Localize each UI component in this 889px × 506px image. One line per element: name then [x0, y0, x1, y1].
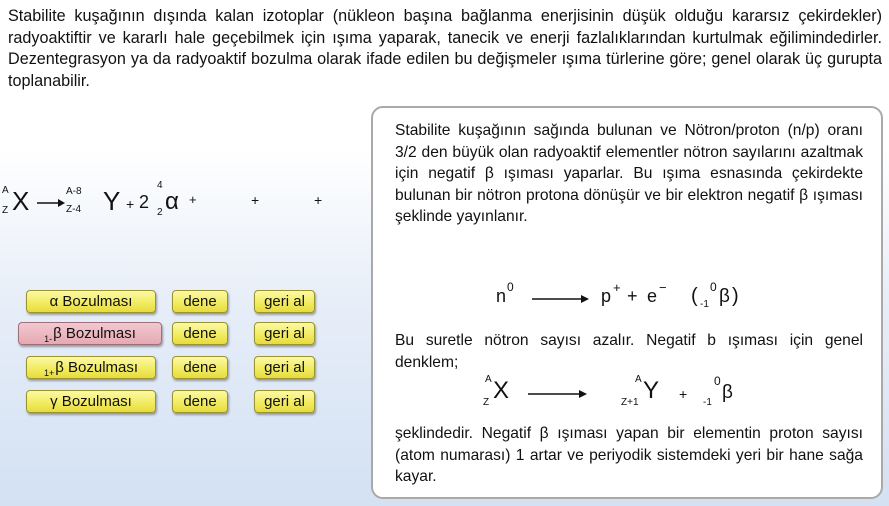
alpha-decay-label: α Bozulması	[49, 293, 133, 310]
beta-plus-undo-button[interactable]: geri al	[254, 356, 315, 379]
beta-symbol: β	[722, 382, 733, 403]
beta-plus-try-button[interactable]: dene	[172, 356, 228, 379]
panel-paragraph-1: Stabilite kuşağının sağında bulunan ve Nötron/proton (n/p) oranı 3/2 den büyük olan radyoaktif elementler nötron sayılarını azaltmak için negatif β ışıması yaparlar. Bu ışıma esnasında çekirdekte bulunan bir nötron protona dönüşür ve bir elektron negatif β ışıması şeklinde yayınlanır.	[395, 122, 863, 225]
gamma-decay-button[interactable]	[26, 390, 156, 413]
reaction-arrow-icon	[527, 389, 589, 399]
beta-mass-number: 0	[710, 280, 717, 294]
alpha-symbol: α	[165, 188, 179, 215]
proton-symbol: p	[601, 286, 612, 306]
beta-minus-prefix: 1-	[44, 334, 53, 344]
beta-plus-decay-label: β Bozulması	[55, 359, 139, 376]
reaction-arrow-icon	[36, 198, 66, 208]
plus-sign: +	[126, 196, 135, 212]
plus-sign: +	[627, 286, 638, 306]
panel-paragraph-2: Bu suretle nötron sayısı azalır. Negatif b ışıması için genel denklem;	[395, 332, 863, 371]
product-mass-number: A-8	[66, 186, 82, 197]
alpha-try-button[interactable]: dene	[172, 290, 228, 313]
beta-minus-undo-button[interactable]: geri al	[254, 322, 315, 345]
plus-sign: +	[679, 386, 688, 402]
extra-plus-sign: +	[314, 192, 323, 208]
beta-minus-decay-label: β Bozulması	[53, 325, 136, 342]
parent-symbol: X	[12, 186, 30, 216]
alpha-charge: +	[189, 192, 197, 207]
product-atomic-number: Z-4	[66, 204, 81, 215]
parent-symbol: X	[493, 377, 510, 404]
parent-mass-number: A	[2, 185, 9, 196]
extra-plus-sign: +	[251, 192, 260, 208]
alpha-decay-button[interactable]	[26, 290, 156, 313]
beta-plus-prefix: 1+	[43, 368, 55, 378]
electron-charge: −	[659, 280, 667, 295]
beta-minus-info-panel	[371, 106, 883, 499]
panel-paragraph-3: şeklindedir. Negatif β ışıması yapan bir elementin proton sayısı (atom numarası) 1 artar ve periyodik sistemdeki yeri bir hane sağa kayar.	[395, 425, 863, 485]
beta-minus-decay-button[interactable]	[18, 322, 162, 345]
alpha-mass-number: 4	[157, 180, 163, 191]
beta-plus-decay-button[interactable]	[26, 356, 156, 379]
intro-paragraph: Stabilite kuşağının dışında kalan izotoplar (nükleon başına bağlanma enerjisinin düşük olduğu kararsız çekirdekler) radyoaktiftir ve kararlı hale geçebilmek için ışıma yaparak, tanecik ve enerji fazlalıklarından kurtulmak eğilimindedirler. Dezentegrasyon ya da radyoaktif bozulma olarak ifade edilen bu değişmeler ışıma türlerine göre; genel olarak üç gurupta toplanabilir.	[8, 7, 882, 90]
beta-mass-number: 0	[714, 374, 721, 388]
gamma-try-button[interactable]: dene	[172, 390, 228, 413]
product-mass-number: A	[635, 374, 642, 385]
alpha-coefficient: 2	[139, 192, 150, 212]
gamma-undo-button[interactable]: geri al	[254, 390, 315, 413]
neutron-symbol: n	[496, 286, 507, 306]
alpha-undo-button[interactable]: geri al	[254, 290, 315, 313]
neutron-charge: 0	[507, 280, 514, 294]
product-atomic-number: Z+1	[621, 397, 639, 408]
beta-symbol: β	[719, 286, 730, 307]
parent-atomic-number: Z	[483, 397, 490, 408]
gamma-decay-label: γ Bozulması	[50, 393, 132, 410]
reaction-arrow-icon	[531, 294, 591, 304]
beta-minus-try-button[interactable]: dene	[172, 322, 228, 345]
alpha-atomic-number: 2	[157, 207, 163, 218]
beta-atomic-number: -1	[703, 397, 712, 408]
paren-close: )	[732, 285, 739, 307]
parent-mass-number: A	[485, 374, 492, 385]
paren-open: (	[691, 285, 698, 307]
parent-atomic-number: Z	[2, 205, 9, 216]
proton-charge: +	[613, 280, 621, 295]
product-symbol: Y	[103, 186, 121, 216]
beta-atomic-number: -1	[700, 299, 709, 310]
electron-symbol: e	[647, 286, 658, 306]
product-symbol: Y	[643, 377, 660, 404]
